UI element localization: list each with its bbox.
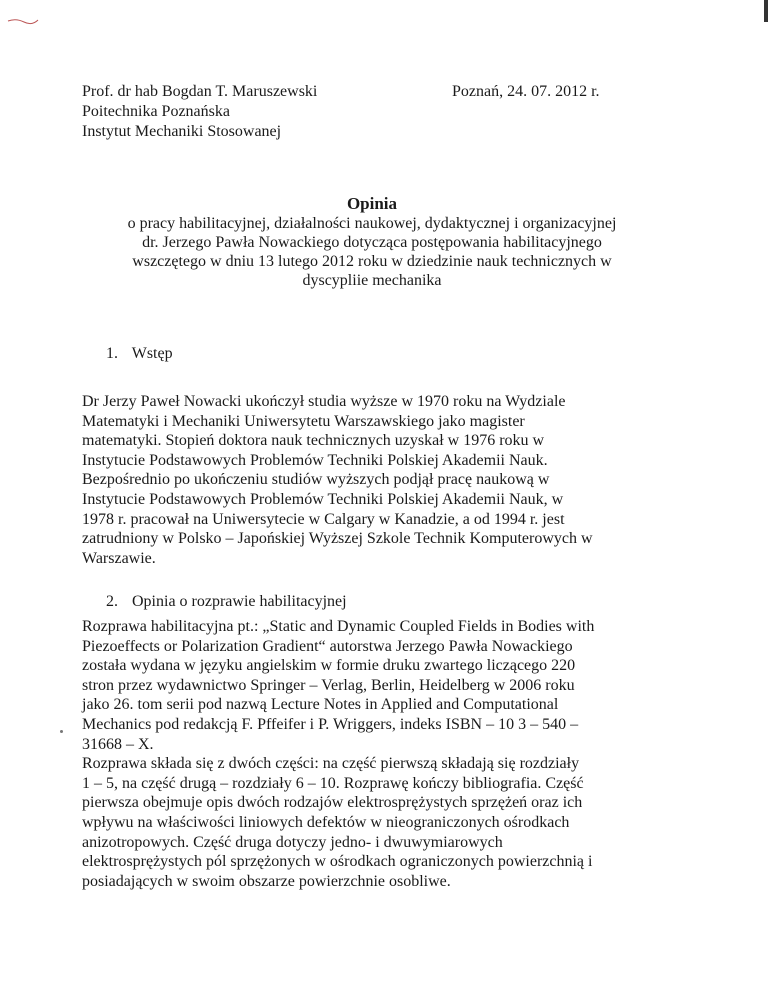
paragraph-line: Instytucie Podstawowych Problemów Techniki Polskiej Akademii Nauk, w bbox=[82, 490, 564, 508]
sender-institute: Instytut Mechaniki Stosowanej bbox=[82, 123, 282, 140]
paragraph-line: Matematyki i Mechaniki Uniwersytetu Warszawskiego jako magister bbox=[82, 412, 525, 430]
paragraph-line: 1 – 5, na część drugą – rozdziały 6 – 10. Rozprawę kończy bibliografia. Część bbox=[82, 774, 584, 792]
paragraph-line: Dr Jerzy Paweł Nowacki ukończył studia wyższe w 1970 roku na Wydziale bbox=[82, 393, 566, 410]
section-title: Opinia o rozprawie habilitacyjnej bbox=[132, 593, 347, 610]
sender-university: Poitechnika Poznańska bbox=[82, 103, 230, 120]
paragraph-line: anizotropowych. Część druga dotyczy jedno- i dwuwymiarowych bbox=[82, 833, 503, 851]
sender-block bbox=[82, 82, 317, 142]
document-date: Poznań, 24. 07. 2012 r. bbox=[452, 83, 600, 100]
paragraph-line: Mechanics pod redakcją F. Pffeifer i P. Wriggers, indeks ISBN – 10 3 – 540 – bbox=[82, 715, 579, 733]
paragraph-line: posiadających w swoim obszarze powierzchnie osobliwe. bbox=[82, 872, 451, 890]
paragraph-line: jako 26. tom serii pod nazwą Lecture Notes in Applied and Computational bbox=[82, 696, 559, 714]
paragraph-line: Warszawie. bbox=[82, 549, 156, 567]
paragraph-line: Bezpośrednio po ukończeniu studiów wyższych podjął pracę naukową w bbox=[82, 471, 550, 489]
paragraph-line: wpływu na właściwości liniowych defektów w nieograniczonych ośrodkach bbox=[82, 813, 570, 831]
paragraph-line: Rozprawa składa się z dwóch części: na część pierwszą składają się rozdziały bbox=[82, 755, 580, 773]
title-line: dr. Jerzego Pawła Nowackiego dotycząca postępowania habilitacyjnego bbox=[142, 234, 602, 251]
document-title: Opinia bbox=[346, 194, 398, 213]
section-heading-1 bbox=[106, 344, 173, 364]
section-2-paragraph bbox=[82, 617, 662, 891]
paragraph-line: matematyki. Stopień doktora nauk technicznych uzyskał w 1976 roku w bbox=[82, 432, 545, 450]
scan-edge-mark bbox=[764, 0, 768, 22]
title-line: o pracy habilitacyjnej, działalności naukowej, dydaktycznej i organizacyjnej bbox=[127, 215, 617, 232]
section-title: Wstęp bbox=[131, 345, 173, 362]
paragraph-line: zatrudniony w Polsko – Japońskiej Wyższej Szkole Technik Komputerowych w bbox=[82, 530, 593, 548]
title-line: wszczętego w dniu 13 lutego 2012 roku w dziedzinie nauk technicznych w bbox=[132, 253, 612, 270]
paragraph-line: stron przez wydawnictwo Springer – Verlag, Berlin, Heidelberg w 2006 roku bbox=[82, 676, 575, 694]
title-line: dyscypliie mechanika bbox=[302, 272, 442, 289]
paragraph-line: 31668 – X. bbox=[82, 735, 154, 753]
section-1-paragraph bbox=[82, 392, 662, 568]
section-number: 1. bbox=[106, 345, 118, 362]
scan-artifact-mark bbox=[6, 12, 40, 26]
scan-dot-mark bbox=[60, 730, 63, 733]
title-block bbox=[82, 194, 662, 290]
paragraph-line: 1978 r. pracował na Uniwersytecie w Calgary w Kanadzie, a od 1994 r. jest bbox=[82, 510, 565, 528]
paragraph-line: Piezoeffects or Polarization Gradient“ autorstwa Jerzego Pawła Nowackiego bbox=[82, 637, 573, 655]
paragraph-line: elektrosprężystych pól sprzężonych w ośrodkach ograniczonych powierzchnią i bbox=[82, 853, 593, 871]
section-number: 2. bbox=[106, 593, 118, 610]
paragraph-line: Instytucie Podstawowych Problemów Techniki Polskiej Akademii Nauk. bbox=[82, 451, 548, 469]
sender-name: Prof. dr hab Bogdan T. Maruszewski bbox=[82, 83, 318, 100]
paragraph-line: została wydana w języku angielskim w formie druku zwartego liczącego 220 bbox=[82, 657, 576, 675]
paragraph-line: Rozprawa habilitacyjna pt.: „Static and Dynamic Coupled Fields in Bodies with bbox=[82, 618, 595, 635]
paragraph-line: pierwsza obejmuje opis dwóch rodzajów elektrosprężystych sprzężeń oraz ich bbox=[82, 794, 583, 812]
section-heading-2 bbox=[106, 592, 347, 612]
